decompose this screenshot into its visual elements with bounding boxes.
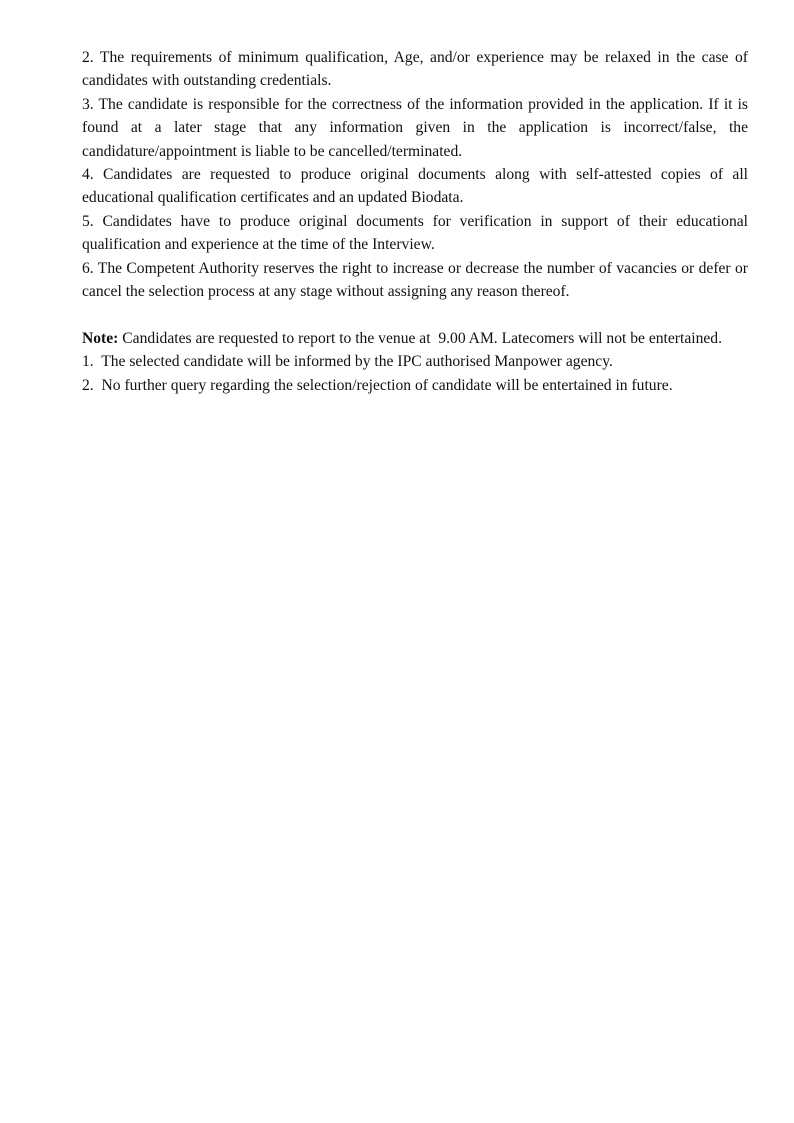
instruction-paragraph-4: 4. Candidates are requested to produce original documents along with self-attested copies of all educational qualification certificates and an updated Biodata. (82, 166, 752, 207)
note-label: Note: (82, 329, 119, 347)
note-paragraph (82, 327, 748, 350)
instruction-paragraph-6: 6. The Competent Authority reserves the right to increase or decrease the number of vacancies or defer or cancel the selection process at any stage without assigning any reason thereof. (82, 259, 752, 301)
note-list-item-1: 1. The selected candidate will be informed by the IPC authorised Manpower agency. (82, 353, 613, 371)
note-list-item-2: 2. No further query regarding the selection/rejection of candidate will be entertained in future. (82, 376, 673, 394)
instruction-paragraph-2: 2. The requirements of minimum qualification, Age, and/or experience may be relaxed in the case of candidates with outstanding credentials. (82, 49, 752, 90)
document-body (82, 46, 752, 397)
instruction-paragraph-3: 3. The candidate is responsible for the correctness of the information provided in the application. If it is found at a later stage that any information given in the application is incorrect/false, the candidature/appointment is liable to be cancelled/terminated. (82, 95, 752, 160)
note-body: Candidates are requested to report to the venue at 9.00 AM. Latecomers will not be entertained. (118, 329, 723, 347)
paragraph-spacer (82, 303, 748, 326)
instruction-paragraph-5: 5. Candidates have to produce original documents for verification in support of their educational qualification and experience at the time of the Interview. (82, 212, 752, 254)
